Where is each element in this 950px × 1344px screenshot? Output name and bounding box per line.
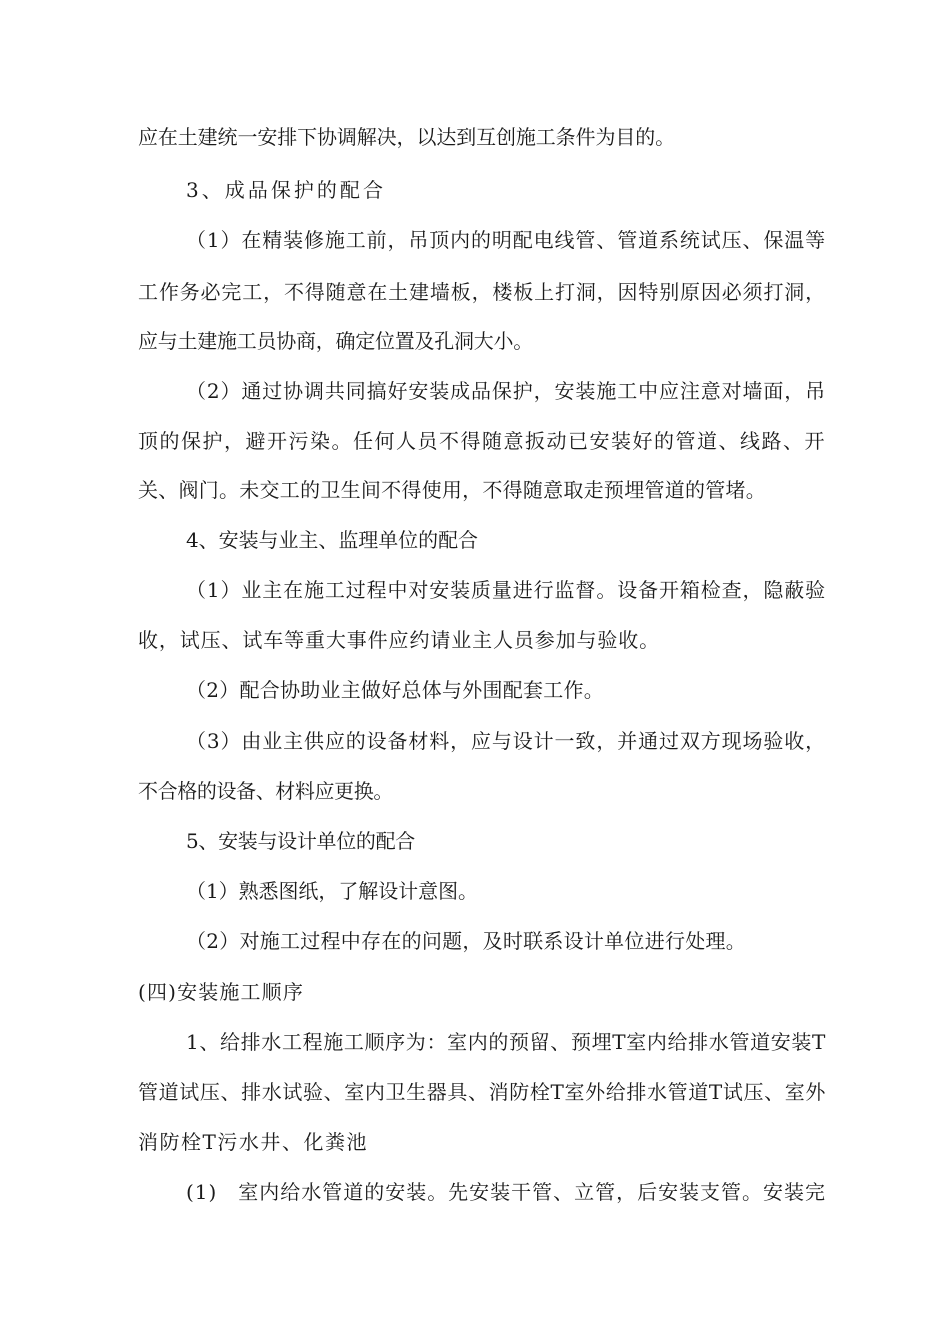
section-heading: 3、成品保护的配合 (186, 178, 386, 202)
text-line: (1) 室内给水管道的安装。先安装干管、立管，后安装支管。安装完 (186, 1180, 826, 1204)
text-line: （2）配合协助业主做好总体与外围配套工作。 (186, 678, 604, 702)
section-heading: (四)安装施工顺序 (138, 980, 304, 1004)
text-line: （1）业主在施工过程中对安装质量进行监督。设备开箱检查，隐蔽验 (186, 578, 826, 602)
text-line: （2）通过协调共同搞好安装成品保护，安装施工中应注意对墙面，吊 (186, 379, 826, 403)
text-line: 关、阀门。未交工的卫生间不得使用，不得随意取走预埋管道的管堵。 (138, 478, 766, 502)
text-line: 应与土建施工员协商，确定位置及孔洞大小。 (138, 329, 533, 353)
text-line: 不合格的设备、材料应更换。 (138, 779, 393, 803)
text-line: 消防栓T污水井、化粪池 (138, 1130, 368, 1154)
section-heading: 4、安装与业主、监理单位的配合 (186, 528, 478, 552)
text-line: 应在土建统一安排下协调解决，以达到互创施工条件为目的。 (138, 125, 675, 149)
text-line: （3）由业主供应的设备材料，应与设计一致，并通过双方现场验收， (186, 729, 826, 753)
text-line: （1）在精装修施工前，吊顶内的明配电线管、管道系统试压、保温等 (186, 228, 826, 252)
text-line: （2）对施工过程中存在的问题，及时联系设计单位进行处理。 (186, 929, 746, 953)
text-line: 工作务必完工，不得随意在土建墙板，楼板上打洞，因特别原因必须打洞， (138, 280, 826, 304)
text-line: （1）熟悉图纸，了解设计意图。 (186, 879, 478, 903)
text-line: 收，试压、试车等重大事件应约请业主人员参加与验收。 (138, 628, 660, 652)
text-line: 管道试压、排水试验、室内卫生器具、消防栓T室外给排水管道T试压、室外 (138, 1080, 826, 1104)
text-line: 顶的保护，避开污染。任何人员不得随意扳动已安装好的管道、线路、开 (138, 429, 826, 453)
text-line: 1、给排水工程施工顺序为：室内的预留、预埋T室内给排水管道安装T (186, 1030, 826, 1054)
section-heading: 5、安装与设计单位的配合 (186, 829, 415, 853)
